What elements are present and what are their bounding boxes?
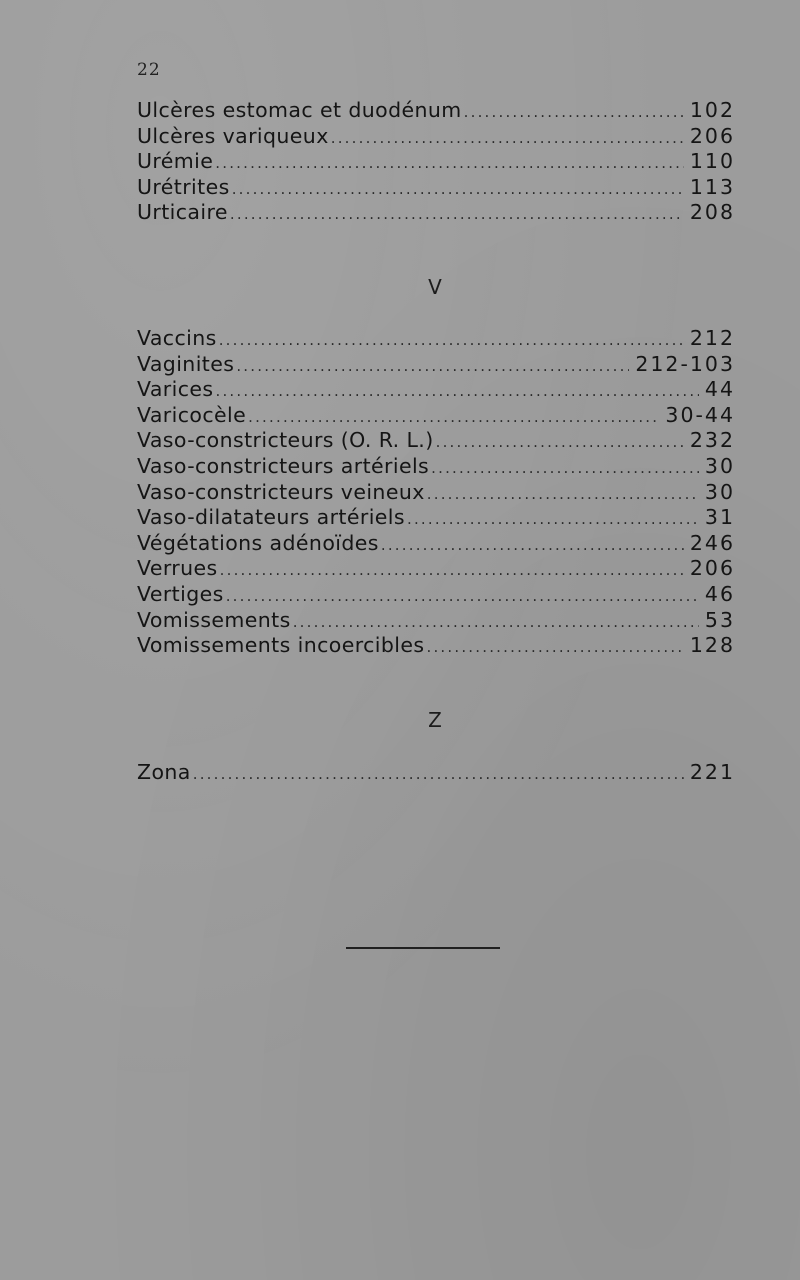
index-section-v (137, 326, 735, 659)
index-entry (137, 505, 735, 531)
entry-page: 110 (689, 149, 735, 174)
dot-leader (464, 100, 684, 124)
index-entry (137, 200, 735, 226)
entry-term: Vaso-constricteurs (O. R. L.) (137, 428, 434, 453)
dot-leader (407, 507, 699, 531)
index-entry (137, 480, 735, 506)
index-entry (137, 454, 735, 480)
index-section-u (137, 98, 735, 226)
entry-page: 44 (704, 377, 735, 402)
index-entry (137, 352, 735, 378)
entry-page: 232 (689, 428, 735, 453)
dot-leader (193, 762, 684, 786)
dot-leader (219, 328, 684, 352)
index-section-z (137, 760, 735, 786)
entry-term: Végétations adénoïdes (137, 530, 379, 555)
dot-leader (226, 584, 699, 608)
entry-page: 212 (689, 326, 735, 350)
entry-term: Urticaire (137, 200, 228, 225)
index-entry (137, 149, 735, 175)
entry-page: 31 (704, 505, 735, 530)
entry-term: Verrues (137, 556, 218, 581)
entry-page: 206 (689, 123, 735, 148)
entry-page: 221 (689, 760, 735, 784)
entry-page: 212-103 (635, 351, 735, 376)
entry-term: Vaso-constricteurs artériels (137, 453, 430, 478)
index-entry (137, 608, 735, 634)
end-rule (346, 947, 500, 949)
dot-leader (436, 430, 684, 454)
entry-term: Vaginites (137, 351, 235, 376)
dot-leader (427, 482, 699, 506)
entry-page: 246 (689, 530, 735, 555)
entry-term: Ulcères variqueux (137, 123, 329, 148)
entry-term: Urémie (137, 149, 214, 174)
dot-leader (236, 354, 629, 378)
index-entry (137, 760, 735, 786)
dot-leader (426, 635, 683, 659)
dot-leader (215, 151, 684, 175)
entry-page: 113 (689, 174, 735, 199)
entry-term: Varicocèle (137, 402, 247, 427)
entry-page: 128 (689, 633, 735, 658)
entry-page: 30 (704, 479, 735, 504)
entry-term: Zona (137, 760, 191, 784)
index-entry (137, 175, 735, 201)
index-entry (137, 326, 735, 352)
dot-leader (220, 558, 684, 582)
section-heading-v: V (428, 275, 442, 299)
dot-leader (215, 379, 698, 403)
dot-leader (248, 405, 659, 429)
entry-page: 102 (689, 98, 735, 122)
index-entry (137, 633, 735, 659)
entry-term: Ulcères estomac et duodénum (137, 98, 462, 122)
index-entry (137, 582, 735, 608)
section-heading-z: Z (428, 708, 442, 732)
entry-term: Urétrites (137, 174, 230, 199)
entry-term: Vertiges (137, 581, 224, 606)
entry-term: Vomissements (137, 607, 291, 632)
index-entry (137, 531, 735, 557)
dot-leader (230, 202, 684, 226)
dot-leader (293, 610, 699, 634)
entry-term: Vaccins (137, 326, 217, 350)
entry-page: 208 (689, 200, 735, 225)
entry-term: Vomissements incoercibles (137, 633, 425, 658)
entry-term: Vaso-dilatateurs artériels (137, 505, 405, 530)
entry-page: 206 (689, 556, 735, 581)
index-entry (137, 428, 735, 454)
entry-page: 46 (704, 581, 735, 606)
entry-page: 30 (704, 453, 735, 478)
index-entry (137, 403, 735, 429)
index-entry (137, 377, 735, 403)
entry-page: 53 (704, 607, 735, 632)
entry-page: 30-44 (665, 402, 735, 427)
page-number: 22 (137, 60, 161, 80)
dot-leader (431, 456, 699, 480)
index-entry (137, 124, 735, 150)
entry-term: Varices (137, 377, 214, 402)
dot-leader (381, 533, 684, 557)
index-entry (137, 556, 735, 582)
dot-leader (331, 126, 684, 150)
index-entry (137, 98, 735, 124)
entry-term: Vaso-constricteurs veineux (137, 479, 425, 504)
dot-leader (232, 177, 684, 201)
